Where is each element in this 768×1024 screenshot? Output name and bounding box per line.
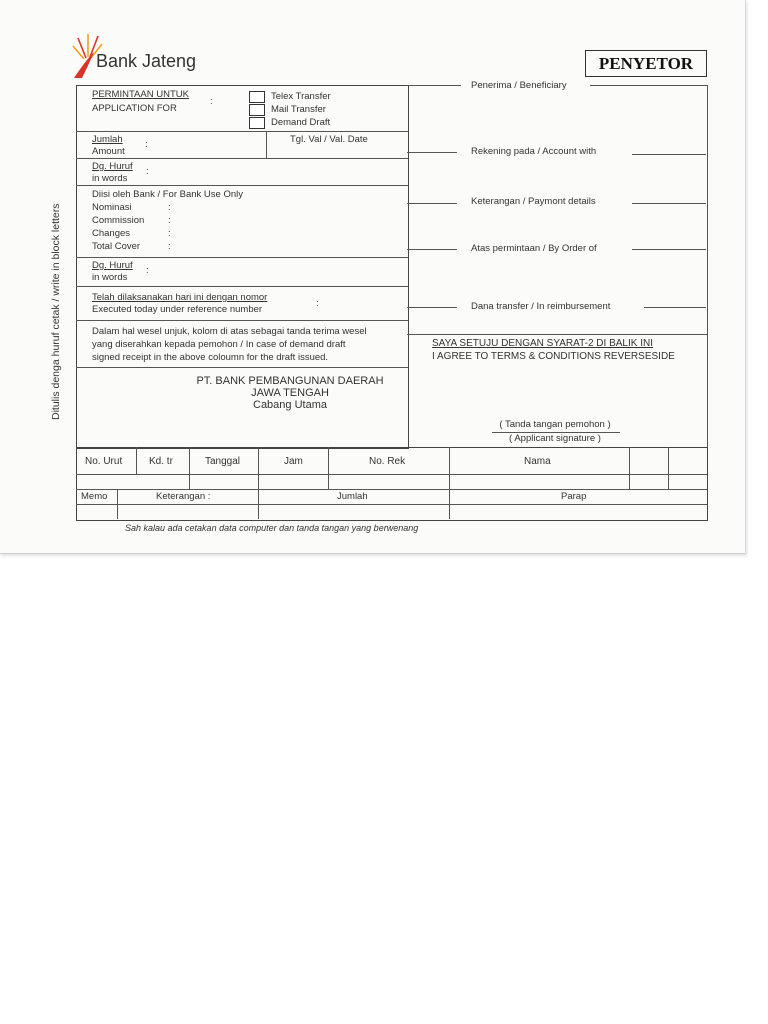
col-tanggal: Tanggal	[205, 456, 241, 467]
bank-address-line-2: JAWA TENGAH	[251, 387, 329, 399]
mail-transfer-checkbox[interactable]	[249, 104, 265, 116]
payment-details-label: Keterangan / Paymont details	[471, 196, 596, 207]
draft-note-line-2: yang diserahkan kepada pemohon / In case of demand draft	[92, 339, 346, 350]
in-words-2-label-en: in words	[92, 272, 128, 283]
demand-draft-checkbox[interactable]	[249, 117, 265, 129]
bank-address-line-1: PT. BANK PEMBANGUNAN DAERAH	[196, 375, 384, 387]
draft-note-line-3: signed receipt in the above coloumn for the draft issued.	[92, 352, 329, 363]
validity-footer-note: Sah kalau ada cetakan data computer dan tanda tangan yang berwenang	[125, 523, 419, 533]
form-title: PENYETOR	[585, 50, 707, 77]
col-jam: Jam	[284, 456, 303, 467]
application-label-en: APPLICATION FOR	[92, 103, 177, 114]
in-words-label-en: in words	[92, 173, 128, 184]
account-with-line[interactable]	[632, 154, 706, 155]
in-words-colon: :	[146, 166, 149, 177]
by-order-of-line[interactable]	[632, 249, 706, 250]
bank-use-colon: :	[168, 228, 171, 239]
payment-details-line[interactable]	[632, 203, 706, 204]
col-memo: Memo	[81, 491, 108, 502]
value-date-label: Tgl. Val / Val. Date	[290, 134, 368, 145]
amount-label-id: Jumlah	[92, 134, 123, 145]
bank-use-heading: Diisi oleh Bank / For Bank Use Only	[92, 189, 244, 200]
col-no-urut: No. Urut	[85, 456, 123, 467]
bank-use-nominasi: Nominasi	[92, 202, 132, 213]
option-telex-transfer: Telex Transfer	[271, 91, 331, 102]
bank-use-commission: Commission	[92, 215, 145, 226]
bank-use-colon: :	[168, 241, 171, 252]
draft-note-line-1: Dalam hal wesel unjuk, kolom di atas sebagai tanda terima wesel	[92, 326, 367, 337]
block-letters-note: Ditulis denga huruf cetak / write in block letters	[50, 203, 62, 420]
amount-colon: :	[145, 139, 148, 150]
option-demand-draft: Demand Draft	[271, 117, 331, 128]
col-keterangan: Keterangan :	[156, 491, 211, 502]
col-nama: Nama	[524, 456, 551, 467]
bank-use-changes: Changes	[92, 228, 131, 239]
reimbursement-line[interactable]	[644, 307, 706, 308]
by-order-of-label: Atas permintaan / By Order of	[471, 243, 597, 254]
amount-label-en: Amount	[92, 146, 125, 157]
col-parap: Parap	[561, 491, 587, 502]
agreement-en: I AGREE TO TERMS & CONDITIONS REVERSESIDE	[432, 351, 675, 362]
executed-colon: :	[316, 298, 319, 309]
agreement-id: SAYA SETUJU DENGAN SYARAT-2 DI BALIK INI	[432, 338, 653, 349]
reimbursement-label: Dana transfer / In reimbursement	[471, 301, 611, 312]
account-with-label: Rekening pada / Account with	[471, 146, 597, 157]
telex-transfer-checkbox[interactable]	[249, 91, 265, 103]
beneficiary-label: Penerima / Beneficiary	[471, 80, 567, 91]
executed-label-id: Telah dilaksanakan hari ini dengan nomor	[92, 292, 268, 303]
bank-use-total-cover: Total Cover	[92, 241, 141, 252]
in-words-2-colon: :	[146, 265, 149, 276]
bank-use-colon: :	[168, 215, 171, 226]
bank-address-line-3: Cabang Utama	[253, 399, 327, 411]
executed-label-en: Executed today under reference number	[92, 304, 263, 315]
application-label-id: PERMINTAAN UNTUK	[92, 89, 189, 100]
in-words-2-label-id: Dg. Huruf	[92, 260, 133, 271]
application-colon: :	[210, 96, 213, 107]
col-no-rek: No. Rek	[369, 456, 406, 467]
in-words-label-id: Dg. Huruf	[92, 161, 133, 172]
bank-name: Bank Jateng	[96, 51, 197, 71]
col-jumlah: Jumlah	[337, 491, 368, 502]
signature-label-id: ( Tanda tangan pemohon )	[499, 419, 611, 430]
signature-label-en: ( Applicant signature )	[509, 433, 601, 444]
option-mail-transfer: Mail Transfer	[271, 104, 326, 115]
bank-use-colon: :	[168, 202, 171, 213]
col-kd-tr: Kd. tr	[149, 456, 173, 467]
